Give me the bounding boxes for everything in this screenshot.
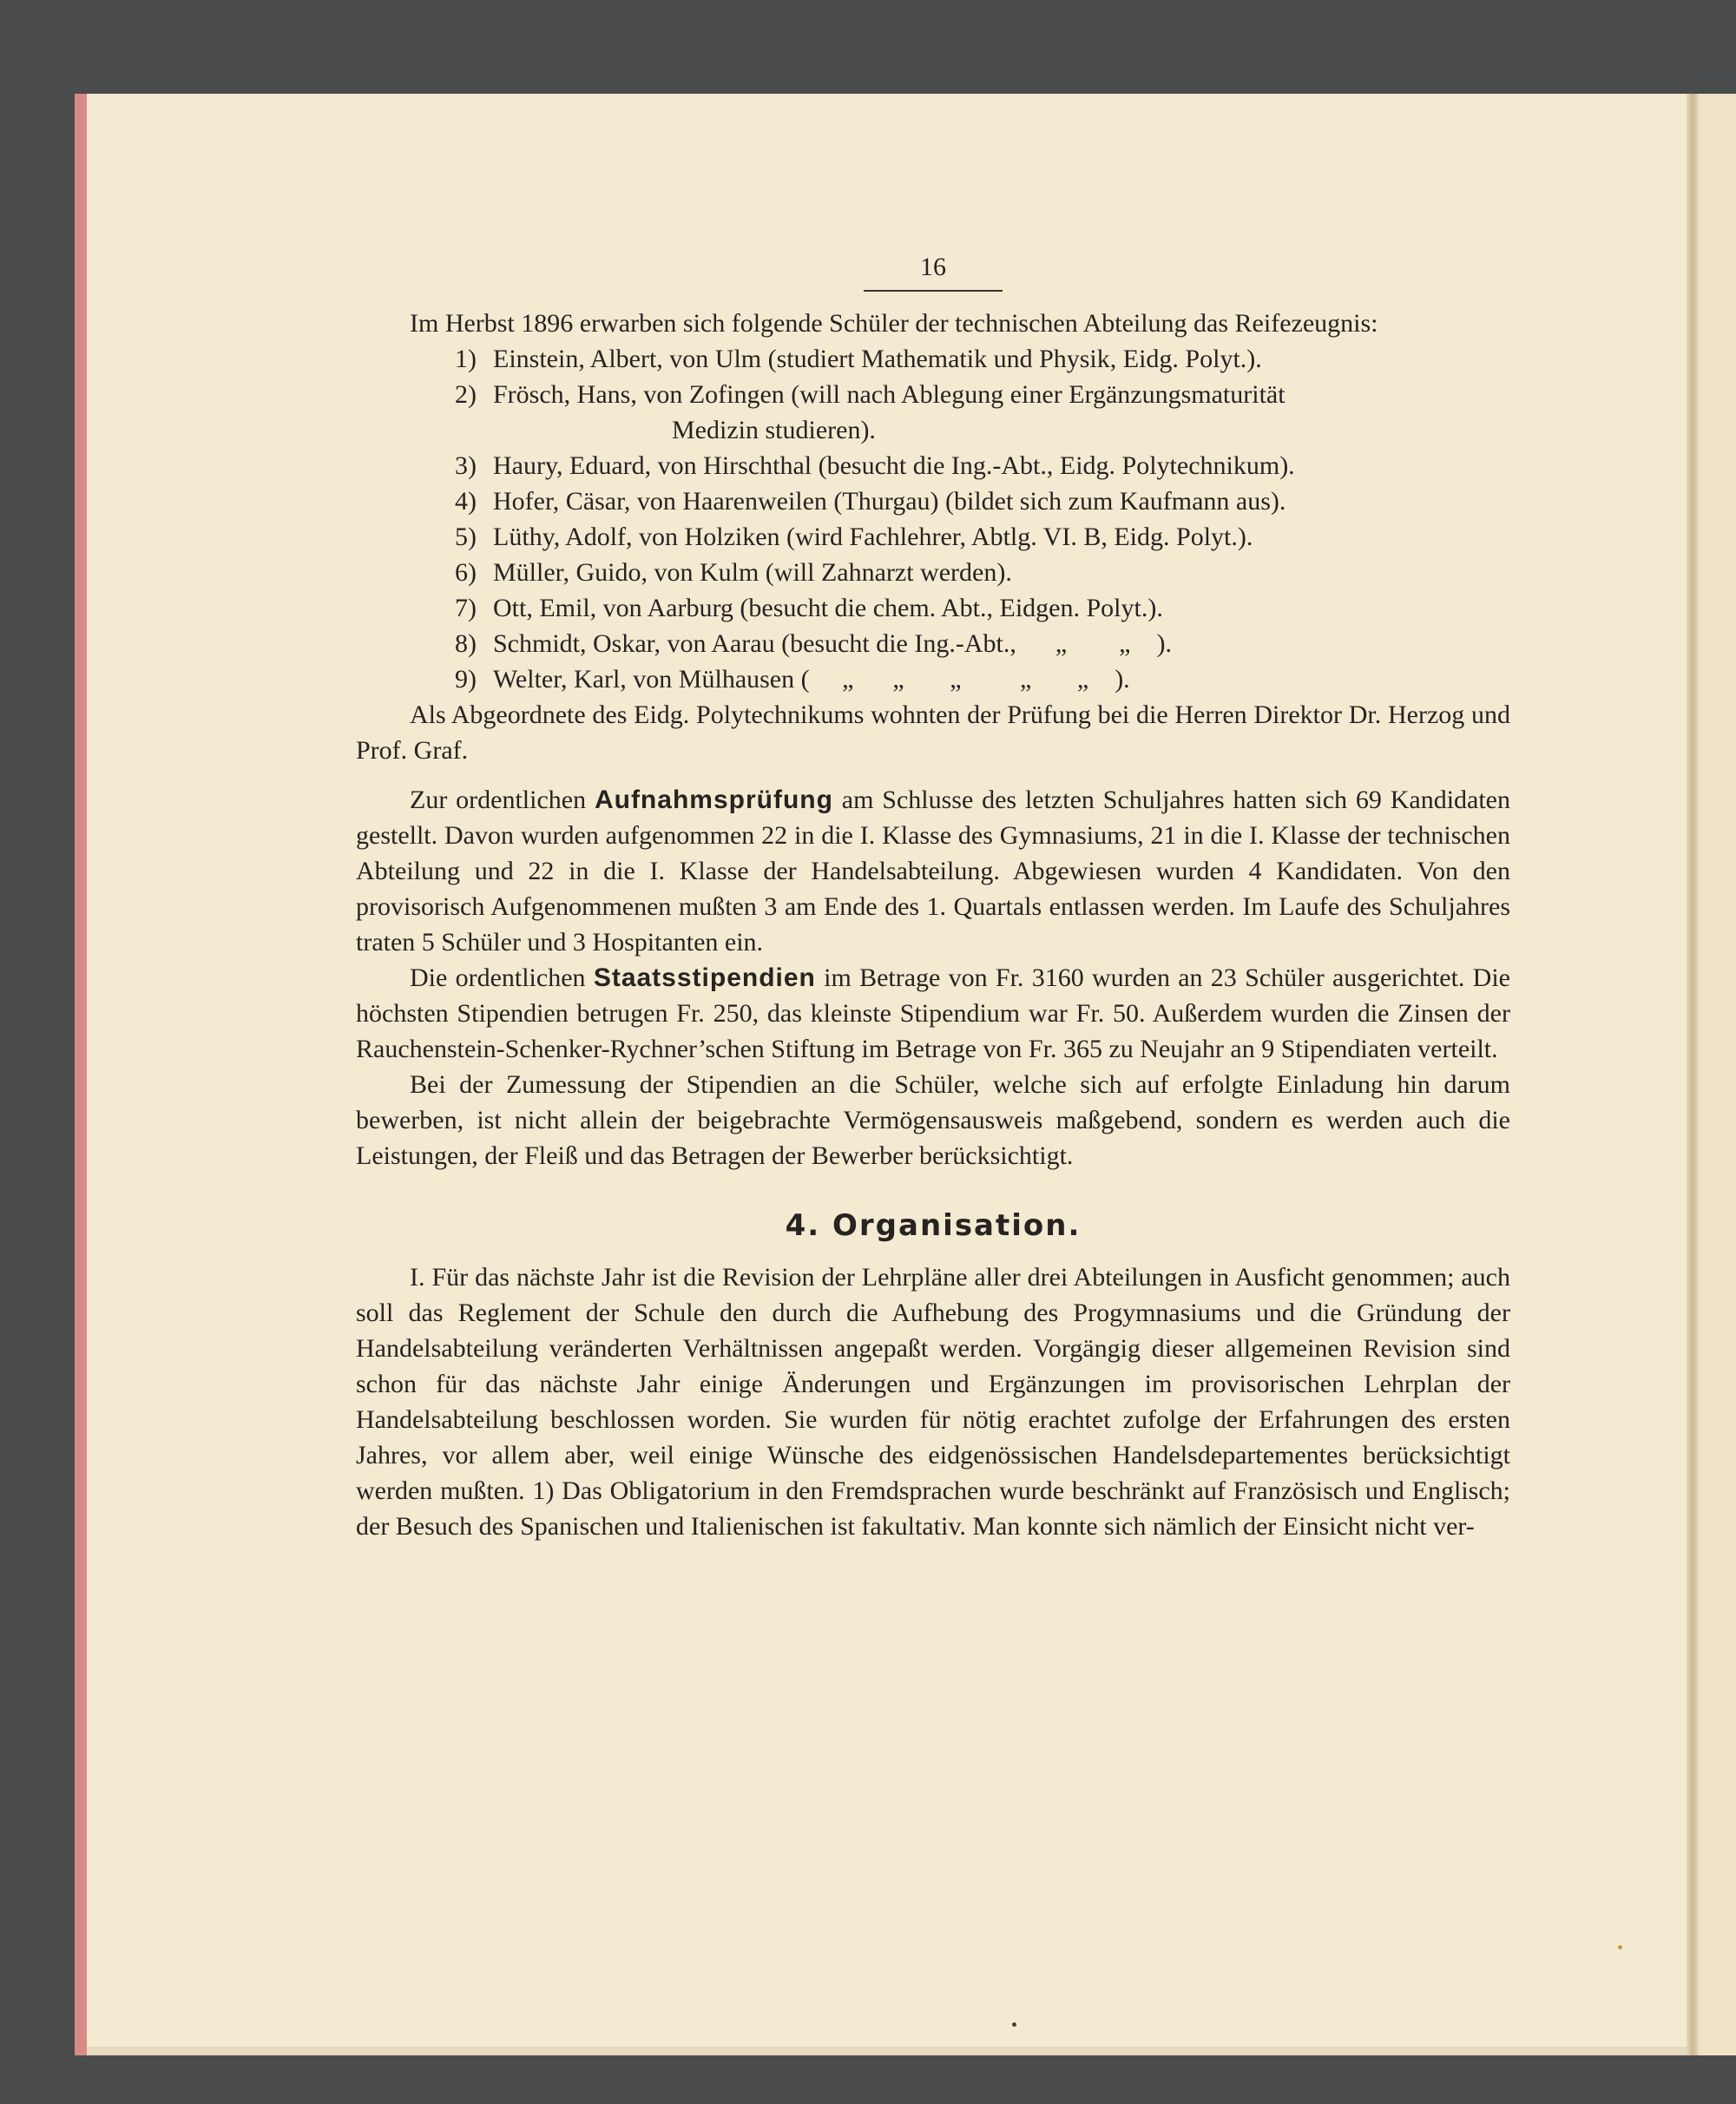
graduate-number: 2) <box>455 380 477 409</box>
graduate-text: Lüthy, Adolf, von Holziken (wird Fachlehrer, Abtlg. VI. B, Eidg. Polyt.). <box>493 523 1253 551</box>
graduate-number: 4) <box>455 487 477 516</box>
graduate-item <box>455 555 1510 590</box>
graduate-number: 3) <box>455 451 477 480</box>
graduates-intro: Im Herbst 1896 erwarben sich folgende Schüler der technischen Abteilung das Reifezeugnis: <box>410 309 1378 338</box>
graduate-number: 9) <box>455 665 477 694</box>
stipends-intro: Die ordentlichen <box>410 963 594 992</box>
graduate-text: Müller, Guido, von Kulm (will Zahnarzt werden). <box>493 558 1012 587</box>
graduate-item <box>455 590 1510 626</box>
graduate-item <box>455 483 1510 519</box>
page-content <box>356 250 1510 1544</box>
admission-paragraph <box>356 782 1510 960</box>
page-number: 16 <box>864 250 1003 292</box>
graduate-number: 8) <box>455 629 477 658</box>
stipends-details: im Betrage von Fr. 3160 wurden an 23 Schüler ausgerichtet. Die höchsten Stipendien betrugen Fr. 250, das kleinste Stipendium war Fr. 50. Außerdem wurden die Zinsen der Rauchenstein-Schenker-Rychner’schen Stiftung im Betrage von Fr. 365 zu Neujahr an 9 Stipendiaten verteilt. <box>356 963 1510 1063</box>
paper-speck <box>1012 2022 1016 2027</box>
graduate-text: Ott, Emil, von Aarburg (besucht die chem. Abt., Eidgen. Polyt.). <box>493 594 1163 622</box>
graduate-item <box>455 341 1510 377</box>
paragraph-gap <box>356 768 1510 782</box>
allocation-paragraph: Bei der Zumessung der Stipendien an die Schüler, welche sich auf erfolgte Einladung hin darum bewerben, ist nicht allein der beigebrachte Vermögensausweis maßgebend, sondern es werden auch die Leistungen, der Fleiß und das Betragen der Bewerber berücksichtigt. <box>356 1070 1510 1170</box>
graduate-number: 6) <box>455 558 477 587</box>
graduate-text: Welter, Karl, von Mülhausen ( „ „ „ „ „ ). <box>493 665 1130 694</box>
stipends-term: Staatsstipendien <box>593 963 816 992</box>
graduate-text: Hofer, Cäsar, von Haarenweilen (Thurgau) (bildet sich zum Kaufmann aus). <box>493 487 1286 516</box>
delegates-paragraph: Als Abgeordnete des Eidg. Polytechnikums wohnten der Prüfung bei die Herren Direktor Dr. Herzog und Prof. Graf. <box>356 700 1510 765</box>
graduate-item <box>455 661 1510 697</box>
graduate-item <box>455 519 1510 555</box>
graduate-number: 7) <box>455 594 477 622</box>
graduate-number: 1) <box>455 345 477 373</box>
paper-speck <box>1618 1945 1622 1949</box>
admission-details: am Schlusse des letzten Schuljahres hatten sich 69 Kandidaten gestellt. Davon wurden aufgenommen 22 in die I. Klasse des Gymnasiums, 21 in die I. Klasse der technischen Abteilung und 22 in die I. Klasse der Handelsabteilung. Abgewiesen wurden 4 Kandidaten. Von den provisorisch Aufgenommenen mußten 3 am Ende des 1. Quartals entlassen werden. Im Laufe des Schuljahres traten 5 Schüler und 3 Hospitanten ein. <box>356 786 1510 957</box>
graduate-number: 5) <box>455 523 477 551</box>
book-spine <box>1687 94 1699 2055</box>
graduate-continuation: Medizin studieren). <box>672 416 876 444</box>
graduate-text: Schmidt, Oskar, von Aarau (besucht die Ing.-Abt., „ „ ). <box>493 629 1172 658</box>
graduate-text: Frösch, Hans, von Zofingen (will nach Ablegung einer Ergänzungsmaturität <box>493 380 1286 409</box>
graduate-text: Einstein, Albert, von Ulm (studiert Mathematik und Physik, Eidg. Polyt.). <box>493 345 1262 373</box>
organisation-paragraph: I. Für das nächste Jahr ist die Revision der Lehrpläne aller drei Abteilungen in Ausficht genommen; auch soll das Reglement der Schule den durch die Aufhebung des Progymnasiums und die Gründung der Handelsabteilung veränderten Verhältnissen angepaßt werden. Vorgängig dieser allgemeinen Revision sind schon für das nächste Jahr einige Änderungen und Ergänzungen im provisorischen Lehrplan der Handelsabteilung beschlossen worden. Sie wurden für nötig erachtet zufolge der Erfahrungen des ersten Jahres, vor allem aber, weil einige Wünsche des eidgenössischen Handelsdepartementes berücksichtigt werden mußten. 1) Das Obligatorium in den Fremdsprachen wurde beschränkt auf Französisch und Englisch; der Besuch des Spanischen und Italienischen ist fakultativ. Man konnte sich nämlich der Einsicht nicht ver- <box>356 1263 1510 1541</box>
graduate-item <box>455 448 1510 483</box>
facing-page-edge <box>1699 94 1736 2055</box>
section-heading: 4. Organisation. <box>785 1208 1082 1243</box>
document-page <box>75 94 1736 2055</box>
graduates-list <box>455 341 1510 697</box>
graduate-text: Haury, Eduard, von Hirschthal (besucht die Ing.-Abt., Eidg. Polytechnikum). <box>493 451 1295 480</box>
admission-intro: Zur ordentlichen <box>410 786 595 814</box>
graduate-item <box>455 626 1510 661</box>
graduate-item <box>455 377 1510 412</box>
admission-exam-term: Aufnahmsprüfung <box>594 786 833 814</box>
stipends-paragraph <box>356 960 1510 1067</box>
